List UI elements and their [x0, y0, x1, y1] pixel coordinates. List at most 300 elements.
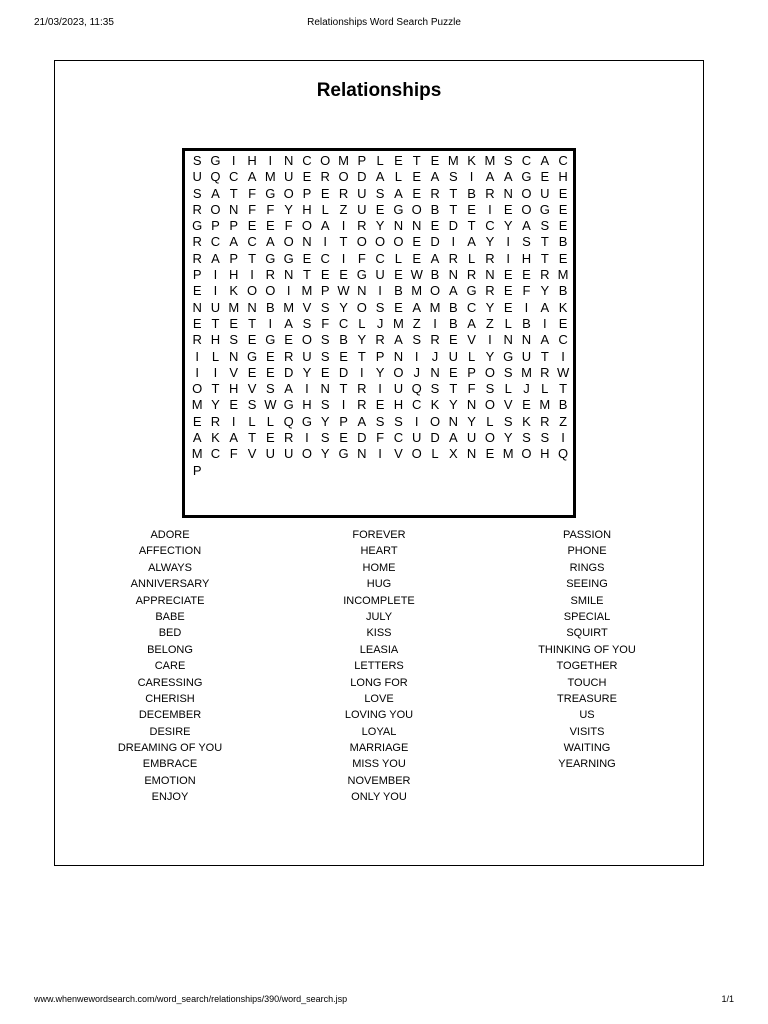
grid-letter: O	[411, 201, 422, 217]
grid-letter: A	[430, 250, 440, 266]
grid-letter: O	[484, 397, 495, 413]
word-list-item: LOVING YOU	[344, 709, 414, 722]
grid-letter: R	[192, 250, 202, 266]
grid-letter: I	[506, 250, 510, 266]
grid-letter: O	[246, 283, 258, 299]
grid-letter: A	[467, 234, 476, 250]
grid-letter: I	[360, 364, 364, 380]
grid-letter: S	[503, 153, 513, 168]
grid-letter: P	[357, 153, 367, 168]
puzzle-frame	[54, 60, 704, 866]
grid-letter: E	[320, 185, 330, 201]
grid-letter: B	[558, 283, 568, 299]
grid-letter: Y	[211, 397, 220, 413]
grid-letter: O	[375, 234, 386, 250]
grid-letter: K	[467, 153, 476, 168]
grid-letter: L	[394, 250, 403, 266]
grid-letter: I	[341, 397, 346, 413]
grid-letter: O	[338, 169, 349, 185]
word-list-item: INCOMPLETE	[343, 594, 415, 607]
grid-letter: H	[229, 267, 239, 283]
grid-letter: D	[338, 364, 349, 380]
grid-letter: S	[320, 348, 330, 364]
grid-letter: O	[429, 413, 441, 429]
grid-letter: G	[283, 250, 294, 266]
grid-letter: U	[210, 299, 221, 315]
grid-letter: E	[503, 299, 513, 315]
grid-letter: G	[393, 201, 404, 217]
grid-letter: U	[375, 267, 385, 283]
grid-letter: E	[247, 218, 257, 234]
grid-letter: C	[393, 430, 404, 446]
letter-grid-box	[182, 148, 576, 518]
grid-letter: E	[558, 201, 568, 217]
grid-letter: O	[210, 201, 221, 217]
grid-letter: S	[448, 169, 458, 185]
grid-letter: Q	[558, 446, 569, 462]
word-list-item: LOYAL	[361, 725, 397, 738]
grid-letter: R	[192, 234, 202, 250]
grid-letter: S	[522, 234, 531, 250]
grid-letter: N	[503, 185, 513, 201]
grid-letter: W	[264, 397, 277, 413]
grid-letter: N	[430, 364, 440, 380]
grid-letter: A	[211, 185, 220, 201]
grid-letter: D	[448, 218, 458, 234]
grid-letter: Y	[357, 332, 367, 348]
word-list-item: YEARNING	[558, 758, 616, 771]
grid-letter: S	[320, 430, 330, 446]
grid-letter: A	[503, 169, 513, 185]
grid-letter: E	[229, 315, 239, 331]
grid-letter: H	[302, 201, 312, 217]
grid-letter: P	[320, 283, 330, 299]
grid-letter: L	[504, 315, 512, 331]
word-list-item: TREASURE	[557, 692, 617, 705]
grid-letter: N	[192, 299, 202, 315]
word-list-item: HEART	[360, 545, 398, 558]
grid-letter: I	[488, 201, 492, 217]
grid-letter: I	[213, 364, 218, 380]
grid-letter: O	[429, 283, 441, 299]
grid-letter: O	[320, 153, 331, 168]
grid-letter: H	[540, 446, 550, 462]
grid-letter: O	[301, 218, 312, 234]
grid-letter: A	[320, 218, 330, 234]
grid-letter: A	[430, 169, 440, 185]
grid-letter: M	[521, 364, 532, 380]
grid-letter: C	[320, 250, 330, 266]
grid-letter: T	[449, 381, 458, 397]
grid-letter: T	[302, 267, 311, 283]
grid-letter: S	[375, 185, 385, 201]
word-list-item: FOREVER	[352, 529, 406, 541]
grid-letter: R	[192, 332, 202, 348]
grid-letter: I	[268, 315, 273, 331]
print-datetime: 21/03/2023, 11:35	[34, 17, 114, 28]
grid-letter: O	[393, 234, 404, 250]
grid-letter: B	[522, 315, 531, 331]
grid-letter: V	[247, 446, 257, 462]
grid-letter: J	[431, 348, 439, 364]
word-list-item: DECEMBER	[138, 709, 202, 722]
grid-letter: L	[431, 446, 439, 462]
grid-letter: C	[302, 153, 312, 168]
grid-letter: V	[394, 446, 403, 462]
grid-letter: T	[540, 348, 549, 364]
grid-letter: S	[302, 315, 312, 331]
grid-letter: S	[540, 430, 550, 446]
grid-letter: G	[246, 348, 258, 364]
grid-letter: N	[283, 153, 294, 168]
grid-letter: E	[320, 267, 330, 283]
grid-letter: U	[302, 348, 312, 364]
grid-letter: Z	[485, 315, 494, 331]
grid-letter: R	[357, 397, 367, 413]
grid-letter: E	[394, 267, 403, 283]
grid-letter: V	[302, 299, 312, 315]
grid-letter: K	[522, 413, 531, 429]
grid-letter: E	[339, 348, 348, 364]
grid-letter: Y	[448, 397, 458, 413]
grid-letter: C	[229, 169, 239, 185]
grid-letter: T	[248, 430, 257, 446]
grid-letter: R	[430, 332, 440, 348]
word-list-item: MISS YOU	[352, 758, 406, 771]
grid-letter: T	[540, 234, 549, 250]
grid-letter: A	[448, 430, 458, 446]
grid-letter: I	[469, 169, 474, 185]
grid-letter: R	[540, 267, 550, 283]
word-list-item: SMILE	[570, 594, 604, 607]
word-column-2	[284, 527, 474, 806]
grid-letter: F	[321, 315, 330, 331]
grid-letter: B	[394, 283, 403, 299]
grid-letter: E	[485, 446, 495, 462]
grid-letter: R	[540, 413, 550, 429]
grid-letter: S	[320, 397, 330, 413]
grid-letter: E	[192, 315, 202, 331]
grid-letter: I	[305, 430, 309, 446]
grid-letter: E	[375, 397, 385, 413]
grid-letter: N	[302, 234, 312, 250]
grid-letter: B	[266, 299, 275, 315]
grid-letter: G	[338, 446, 349, 462]
grid-letter: F	[248, 185, 257, 201]
grid-letter: T	[248, 315, 257, 331]
word-list-item: ANNIVERSARY	[130, 578, 210, 591]
grid-letter: C	[375, 250, 385, 266]
word-list-item: ENJOY	[151, 791, 189, 804]
grid-letter: G	[283, 397, 294, 413]
grid-letter: A	[229, 234, 239, 250]
grid-letter: Y	[485, 348, 495, 364]
grid-letter: L	[211, 348, 220, 364]
grid-letter: Y	[485, 234, 495, 250]
grid-letter: R	[485, 185, 495, 201]
grid-letter: E	[540, 169, 550, 185]
word-list-item: WAITING	[563, 742, 611, 755]
grid-letter: N	[283, 267, 294, 283]
grid-letter: T	[248, 250, 257, 266]
grid-letter: G	[192, 218, 203, 234]
word-list-item: PHONE	[567, 545, 607, 558]
grid-letter: Z	[412, 315, 421, 331]
grid-letter: O	[265, 283, 276, 299]
grid-letter: Y	[540, 283, 550, 299]
letter-grid	[188, 153, 572, 479]
grid-letter: H	[302, 397, 312, 413]
grid-letter: A	[540, 299, 550, 315]
grid-letter: R	[283, 348, 294, 364]
grid-letter: I	[378, 381, 382, 397]
grid-letter: Y	[284, 201, 293, 217]
grid-letter: R	[265, 267, 276, 283]
grid-letter: E	[412, 234, 422, 250]
grid-letter: E	[558, 185, 568, 201]
grid-letter: I	[506, 234, 510, 250]
grid-letter: E	[339, 430, 348, 446]
grid-letter: H	[558, 169, 568, 185]
grid-letter: T	[339, 234, 348, 250]
grid-letter: Y	[320, 413, 330, 429]
grid-letter: V	[467, 332, 476, 348]
grid-letter: N	[485, 267, 495, 283]
grid-letter: M	[338, 153, 349, 168]
grid-letter: R	[540, 364, 550, 380]
grid-letter: E	[558, 218, 568, 234]
grid-letter: V	[229, 364, 239, 380]
grid-letter: A	[540, 153, 550, 168]
grid-letter: Y	[339, 299, 348, 315]
grid-letter: E	[412, 185, 422, 201]
grid-letter: P	[192, 267, 202, 283]
grid-letter: J	[376, 315, 384, 331]
grid-letter: D	[357, 169, 367, 185]
word-list-item: SPECIAL	[563, 610, 611, 623]
grid-letter: E	[266, 218, 275, 234]
grid-letter: F	[248, 201, 257, 217]
grid-letter: E	[522, 397, 531, 413]
grid-letter: C	[558, 332, 568, 348]
grid-letter: K	[229, 283, 239, 299]
word-list-item: CARE	[154, 660, 186, 673]
grid-letter: E	[192, 413, 202, 429]
word-list-item: KISS	[366, 627, 392, 640]
grid-letter: R	[448, 250, 458, 266]
grid-letter: Q	[411, 381, 422, 397]
grid-letter: A	[284, 315, 293, 331]
grid-letter: A	[485, 169, 495, 185]
grid-letter: E	[302, 250, 312, 266]
grid-letter: R	[466, 267, 477, 283]
grid-letter: C	[558, 153, 568, 168]
grid-letter: U	[540, 185, 550, 201]
grid-letter: F	[266, 201, 275, 217]
grid-letter: T	[467, 218, 476, 234]
grid-letter: B	[339, 332, 348, 348]
grid-letter: W	[556, 364, 570, 380]
grid-letter: G	[466, 283, 477, 299]
word-list-item: BELONG	[147, 643, 193, 656]
grid-letter: T	[540, 250, 549, 266]
grid-letter: P	[339, 413, 348, 429]
grid-letter: F	[522, 283, 531, 299]
grid-letter: L	[467, 250, 476, 266]
grid-letter: N	[357, 446, 367, 462]
grid-letter: Y	[375, 364, 385, 380]
grid-letter: N	[393, 218, 404, 234]
grid-letter: Y	[320, 446, 330, 462]
grid-letter: E	[375, 201, 385, 217]
grid-letter: E	[192, 283, 202, 299]
grid-letter: O	[283, 234, 294, 250]
grid-letter: S	[412, 332, 422, 348]
grid-letter: S	[192, 185, 202, 201]
grid-letter: A	[211, 250, 220, 266]
grid-letter: N	[320, 381, 330, 397]
grid-letter: O	[192, 381, 203, 397]
word-list-item: APPRECIATE	[135, 594, 205, 607]
grid-letter: F	[376, 430, 385, 446]
word-list-item: SQUIRT	[566, 627, 608, 640]
grid-letter: I	[561, 348, 565, 364]
grid-letter: I	[378, 446, 382, 462]
grid-letter: U	[393, 381, 404, 397]
grid-letter: A	[192, 430, 202, 446]
word-list-item: DREAMING OF YOU	[117, 742, 223, 755]
grid-letter: S	[375, 299, 385, 315]
grid-letter: I	[286, 283, 291, 299]
grid-letter: E	[284, 332, 293, 348]
word-list-item: SEEING	[566, 578, 608, 591]
grid-letter: E	[266, 348, 275, 364]
grid-letter: G	[356, 267, 367, 283]
grid-letter: E	[448, 364, 458, 380]
grid-letter: S	[503, 364, 513, 380]
grid-letter: R	[485, 283, 495, 299]
grid-letter: S	[394, 413, 403, 429]
grid-letter: Y	[503, 430, 513, 446]
grid-letter: P	[229, 250, 239, 266]
grid-letter: S	[485, 381, 495, 397]
word-list-item: CHERISH	[145, 692, 195, 705]
grid-letter: A	[229, 430, 239, 446]
grid-letter: H	[521, 250, 532, 266]
grid-letter: S	[266, 381, 275, 397]
word-list-item: EMOTION	[144, 774, 196, 787]
grid-letter: I	[195, 364, 199, 380]
grid-letter: R	[210, 413, 221, 429]
grid-letter: T	[412, 153, 421, 168]
grid-letter: O	[521, 185, 532, 201]
grid-letter: B	[430, 267, 440, 283]
grid-letter: A	[357, 413, 367, 429]
grid-letter: E	[229, 397, 239, 413]
grid-letter: S	[522, 430, 531, 446]
grid-letter: C	[338, 315, 349, 331]
grid-letter: R	[283, 430, 294, 446]
grid-letter: G	[539, 201, 550, 217]
grid-letter: I	[195, 348, 199, 364]
grid-letter: B	[448, 299, 458, 315]
grid-letter: E	[430, 153, 440, 168]
grid-letter: T	[229, 185, 238, 201]
grid-letter: F	[357, 250, 366, 266]
grid-letter: M	[411, 283, 423, 299]
grid-letter: I	[378, 283, 382, 299]
grid-letter: H	[247, 153, 257, 168]
grid-letter: I	[213, 267, 218, 283]
grid-letter: W	[410, 267, 423, 283]
word-list-item: PASSION	[562, 529, 612, 541]
grid-letter: N	[229, 201, 239, 217]
grid-letter: I	[542, 315, 547, 331]
grid-letter: E	[430, 218, 440, 234]
grid-letter: H	[229, 381, 239, 397]
grid-letter: N	[247, 299, 257, 315]
word-list-item: EMBRACE	[142, 758, 198, 771]
grid-letter: E	[558, 250, 568, 266]
grid-letter: L	[266, 413, 274, 429]
grid-letter: R	[192, 201, 202, 217]
grid-letter: P	[192, 462, 202, 478]
word-list-item: HUG	[366, 578, 392, 591]
grid-letter: L	[248, 413, 256, 429]
grid-letter: K	[430, 397, 440, 413]
grid-letter: U	[466, 430, 477, 446]
grid-letter: L	[394, 169, 403, 185]
word-column-3	[492, 527, 682, 773]
grid-letter: U	[192, 169, 202, 185]
grid-letter: N	[448, 413, 458, 429]
grid-letter: N	[466, 397, 477, 413]
grid-letter: P	[211, 218, 220, 234]
grid-letter: U	[357, 201, 367, 217]
grid-letter: I	[250, 267, 254, 283]
puzzle-title: Relationships	[316, 80, 442, 101]
grid-letter: A	[394, 185, 403, 201]
word-list-item: CARESSING	[137, 676, 203, 689]
grid-letter: A	[266, 234, 275, 250]
word-list-item: BED	[158, 627, 182, 640]
grid-letter: I	[231, 153, 236, 168]
grid-letter: T	[211, 381, 220, 397]
grid-letter: C	[412, 397, 422, 413]
grid-letter: I	[414, 348, 419, 364]
word-list-item: HOME	[362, 561, 396, 574]
grid-letter: I	[213, 283, 218, 299]
grid-letter: M	[447, 153, 459, 168]
grid-letter: M	[392, 315, 404, 331]
grid-letter: Y	[302, 364, 312, 380]
grid-letter: I	[488, 332, 492, 348]
grid-letter: A	[522, 218, 531, 234]
grid-letter: A	[540, 332, 550, 348]
grid-letter: A	[467, 315, 476, 331]
grid-letter: S	[430, 381, 440, 397]
word-list-item: AFFECTION	[138, 545, 202, 558]
grid-letter: A	[394, 332, 403, 348]
grid-letter: R	[357, 218, 367, 234]
grid-letter: I	[323, 234, 328, 250]
grid-letter: O	[356, 299, 367, 315]
grid-letter: T	[211, 315, 220, 331]
grid-letter: I	[231, 413, 236, 429]
grid-letter: G	[301, 413, 312, 429]
grid-letter: L	[486, 413, 494, 429]
grid-letter: R	[485, 250, 495, 266]
